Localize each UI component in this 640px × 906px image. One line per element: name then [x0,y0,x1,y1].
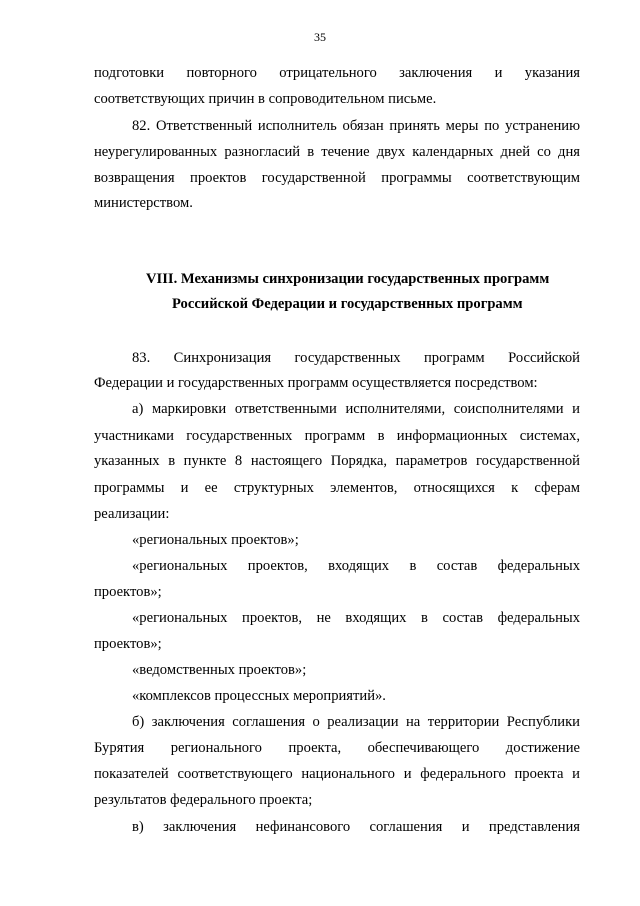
text-line: «региональных проектов»; [132,532,299,548]
text-line: проектов»; [94,636,162,652]
text-line: «комплексов процессных мероприятий». [132,688,386,704]
section-heading-line-1: VIII. Механизмы синхронизации государственных программ [146,271,550,287]
text-line: 83. Синхронизация государственных программ Российской [132,350,580,366]
text-line: Бурятия регионального проекта, обеспечивающего достижение [94,740,580,756]
text-line: в) заключения нефинансового соглашения и представления [132,819,580,835]
text-line: участниками государственных программ в информационных системах, [94,428,580,444]
text-line: б) заключения соглашения о реализации на территории Республики [132,714,580,730]
text-line: проектов»; [94,584,162,600]
text-line: «региональных проектов, входящих в состав федеральных [132,558,580,574]
text-line: «ведомственных проектов»; [132,662,307,678]
text-line: соответствующих причин в сопроводительном письме. [94,91,437,107]
text-line: «региональных проектов, не входящих в состав федеральных [132,610,580,626]
page-number: 35 [314,30,326,44]
section-heading-line-2: Российской Федерации и государственных программ [172,296,523,312]
text-line: показателей соответствующего национального и федерального проекта и [94,766,580,782]
text-line: реализации: [94,506,170,522]
text-line: возвращения проектов государственной программы соответствующим [94,170,580,186]
text-line: результатов федерального проекта; [94,792,313,808]
text-line: Федерации и государственных программ осуществляется посредством: [94,375,538,391]
text-line: министерством. [94,195,193,211]
text-line: а) маркировки ответственными исполнителями, соисполнителями и [132,401,580,417]
text-line: подготовки повторного отрицательного заключения и указания [94,65,580,81]
text-line: неурегулированных разногласий в течение двух календарных дней со дня [94,144,580,160]
text-line: программы и ее структурных элементов, относящихся к сферам [94,480,580,496]
text-line: указанных в пункте 8 настоящего Порядка, параметров государственной [94,453,580,469]
text-line: 82. Ответственный исполнитель обязан принять меры по устранению [132,118,580,134]
